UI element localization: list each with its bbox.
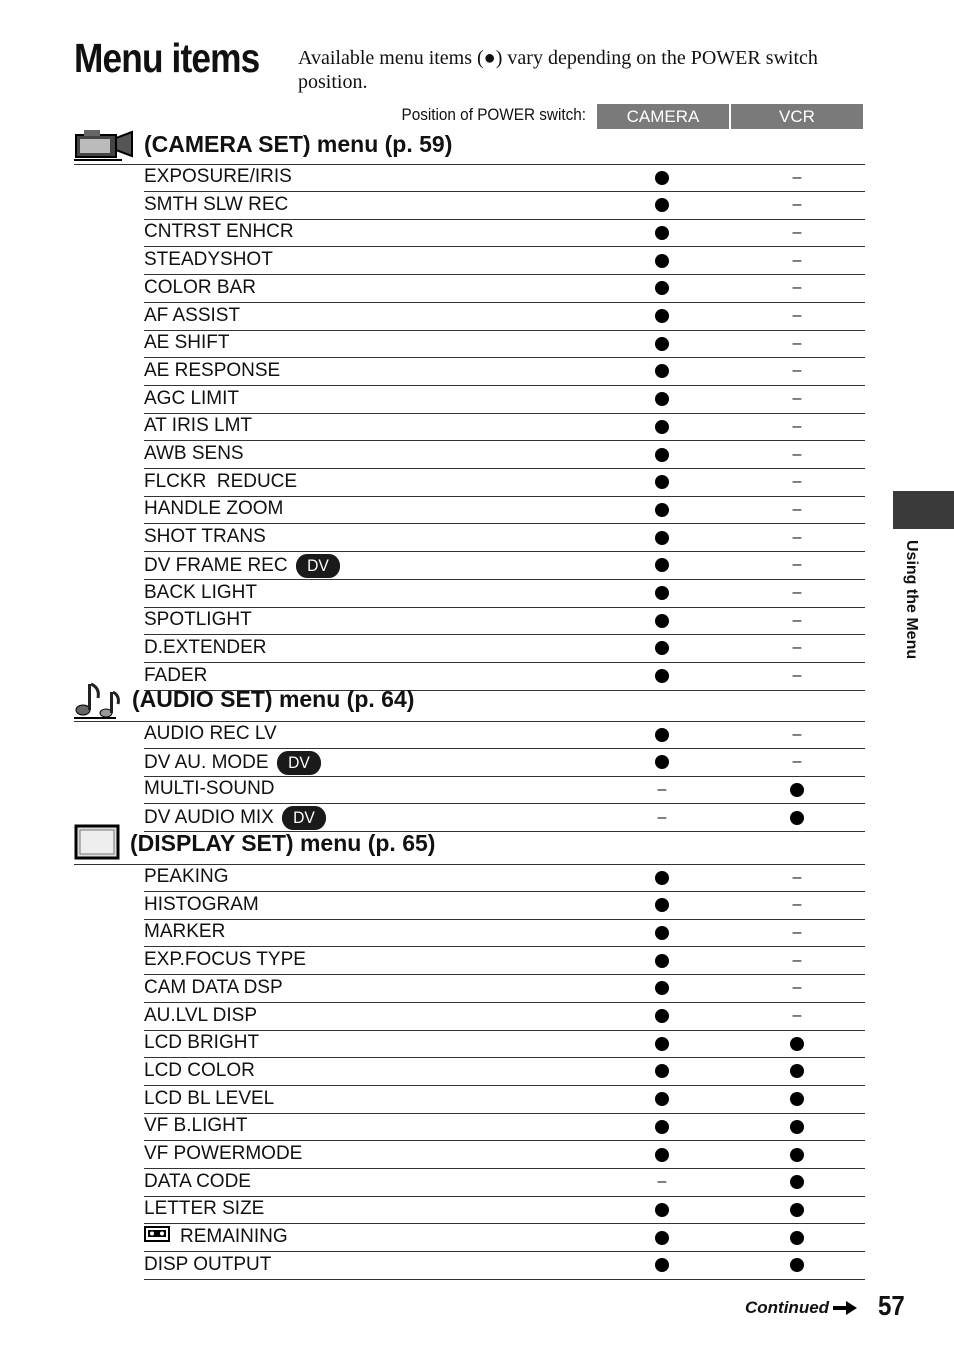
item-label-wrap xyxy=(144,723,277,745)
camera-available-dot xyxy=(647,469,677,496)
item-label: LCD BL LEVEL xyxy=(144,1087,275,1109)
camera-available-dot xyxy=(647,275,677,302)
item-label-wrap xyxy=(144,554,342,578)
item-label: DV AU. MODE xyxy=(144,751,269,773)
menu-item-spotlight xyxy=(144,607,865,635)
item-label: DV AUDIO MIX xyxy=(144,807,274,829)
vcr-available-dot xyxy=(782,1113,812,1140)
dot-icon xyxy=(655,226,669,240)
item-label-wrap xyxy=(144,1115,247,1137)
camera-available-dot xyxy=(647,1196,677,1223)
menu-item-disp-output xyxy=(144,1252,865,1280)
page-title: Menu items xyxy=(74,35,260,81)
menu-item-flckr-reduce xyxy=(144,469,865,497)
vcr-unavailable-dash xyxy=(782,552,812,579)
dot-icon xyxy=(655,1064,669,1078)
dot-icon xyxy=(655,392,669,406)
vcr-unavailable-dash xyxy=(782,749,812,776)
dash-icon: – xyxy=(792,951,802,969)
dot-icon xyxy=(655,755,669,769)
item-label: AUDIO REC LV xyxy=(144,723,277,744)
page-number: 57 xyxy=(878,1290,905,1321)
item-label: LCD COLOR xyxy=(144,1059,255,1081)
item-label: LETTER SIZE xyxy=(144,1198,265,1220)
menu-item-data-code xyxy=(144,1169,865,1197)
item-label-wrap xyxy=(144,1254,271,1276)
dash-icon: – xyxy=(792,417,802,435)
menu-item-vf-b-light xyxy=(144,1113,865,1141)
dash-icon: – xyxy=(792,390,802,408)
item-label-wrap xyxy=(144,1032,259,1054)
dot-icon xyxy=(655,531,669,545)
dot-icon xyxy=(790,1064,804,1078)
side-tab xyxy=(893,491,954,529)
vcr-unavailable-dash xyxy=(782,721,812,748)
dot-icon xyxy=(790,1148,804,1162)
item-label: CAM DATA DSP xyxy=(144,976,283,998)
menu-item-handle-zoom xyxy=(144,496,865,524)
item-label: AU.LVL DISP xyxy=(144,1004,257,1026)
item-label: AWB SENS xyxy=(144,443,244,464)
menu-item-lcd-bright xyxy=(144,1030,865,1058)
dot-icon xyxy=(655,586,669,600)
music-notes-icon xyxy=(74,680,124,720)
item-label: STEADYSHOT xyxy=(144,249,273,271)
menu-item-back-light xyxy=(144,580,865,608)
item-label-wrap xyxy=(144,921,225,943)
dot-icon xyxy=(655,614,669,628)
item-label: MULTI-SOUND xyxy=(144,778,275,800)
camera-available-dot xyxy=(647,413,677,440)
camera-available-dot xyxy=(647,892,677,919)
menu-item-audio-rec-lv xyxy=(144,721,865,749)
vcr-available-dot xyxy=(782,1086,812,1113)
dv-badge: DV xyxy=(295,554,339,578)
continued-label xyxy=(745,1298,857,1318)
dot-icon xyxy=(655,475,669,489)
vcr-unavailable-dash xyxy=(782,275,812,302)
continued-text: Continued xyxy=(745,1298,830,1317)
menu-item-shot-trans xyxy=(144,524,865,552)
dot-icon xyxy=(655,171,669,185)
item-label: AF ASSIST xyxy=(144,304,241,326)
vcr-unavailable-dash xyxy=(782,947,812,974)
dot-icon xyxy=(790,1092,804,1106)
camera-available-dot xyxy=(647,1252,677,1279)
camera-available-dot xyxy=(647,1058,677,1085)
menu-item-dv-frame-rec xyxy=(144,552,865,580)
vcr-unavailable-dash xyxy=(782,164,812,191)
dash-icon: – xyxy=(792,611,802,629)
dash-icon: – xyxy=(792,868,802,886)
menu-item-color-bar xyxy=(144,275,865,303)
intro-text: Available menu items (●) vary depending on the POWER switch position. xyxy=(298,47,818,93)
item-label-wrap xyxy=(144,949,306,971)
item-label: LCD BRIGHT xyxy=(144,1032,260,1054)
item-label-wrap xyxy=(144,894,259,916)
dash-icon: – xyxy=(792,334,802,352)
camera-icon xyxy=(74,126,136,162)
item-label: FADER xyxy=(144,664,208,686)
camera-available-dot xyxy=(647,1030,677,1057)
menu-item-histogram xyxy=(144,892,865,920)
dot-icon xyxy=(655,281,669,295)
dot-icon xyxy=(655,1258,669,1272)
dot-icon xyxy=(655,198,669,212)
item-label: SPOTLIGHT xyxy=(144,609,252,631)
vcr-unavailable-dash xyxy=(782,413,812,440)
vcr-available-dot xyxy=(782,1141,812,1168)
menu-item-cntrst-enhcr xyxy=(144,219,865,247)
dot-icon xyxy=(790,1203,804,1217)
dot-icon xyxy=(790,1120,804,1134)
vcr-unavailable-dash xyxy=(782,441,812,468)
item-label-wrap xyxy=(144,166,292,188)
power-switch-label: Position of POWER switch: xyxy=(401,105,586,124)
camera-available-dot xyxy=(647,721,677,748)
item-label-wrap xyxy=(144,1143,302,1165)
vcr-unavailable-dash xyxy=(782,919,812,946)
cassette-icon xyxy=(144,1226,170,1248)
vcr-unavailable-dash xyxy=(782,607,812,634)
item-label-wrap xyxy=(144,582,257,604)
dot-icon xyxy=(655,1120,669,1134)
menu-item-af-assist xyxy=(144,303,865,331)
vcr-unavailable-dash xyxy=(782,219,812,246)
dot-icon xyxy=(655,309,669,323)
item-label-wrap xyxy=(144,332,230,354)
dot-icon xyxy=(655,1092,669,1106)
dot-icon xyxy=(655,503,669,517)
dash-icon: – xyxy=(792,639,802,657)
item-label: EXP.FOCUS TYPE xyxy=(144,949,306,971)
dot-icon xyxy=(655,558,669,572)
vcr-unavailable-dash xyxy=(782,303,812,330)
dot-icon xyxy=(655,364,669,378)
camera-available-dot xyxy=(647,1003,677,1030)
vcr-unavailable-dash xyxy=(782,1003,812,1030)
camera-available-dot xyxy=(647,303,677,330)
menu-item-lcd-color xyxy=(144,1058,865,1086)
dash-icon: – xyxy=(792,473,802,491)
camera-available-dot xyxy=(647,1224,677,1251)
camera-available-dot xyxy=(647,864,677,891)
menu-item-steadyshot xyxy=(144,247,865,275)
mode-header-camera: CAMERA xyxy=(597,104,729,129)
camera-available-dot xyxy=(647,330,677,357)
dot-icon xyxy=(790,1037,804,1051)
item-label: DV FRAME REC xyxy=(144,554,288,576)
dash-icon: – xyxy=(792,528,802,546)
menu-item-cam-data-dsp xyxy=(144,975,865,1003)
dot-icon xyxy=(655,1148,669,1162)
item-label-wrap xyxy=(144,249,273,271)
side-tab-text: Using the Menu xyxy=(903,540,920,660)
menu-item-awb-sens xyxy=(144,441,865,469)
dot-icon xyxy=(790,783,804,797)
menu-item-agc-limit xyxy=(144,386,865,414)
dot-icon xyxy=(790,1258,804,1272)
vcr-available-dot xyxy=(782,1224,812,1251)
dash-icon: – xyxy=(657,808,667,826)
item-label-wrap xyxy=(144,1005,257,1027)
arrow-right-icon xyxy=(833,1301,857,1315)
menu-item-ae-shift xyxy=(144,330,865,358)
dot-icon xyxy=(790,1231,804,1245)
item-label-wrap xyxy=(144,751,323,775)
vcr-available-dot xyxy=(782,1196,812,1223)
menu-item-exp-focus-type xyxy=(144,947,865,975)
menu-item-marker xyxy=(144,919,865,947)
vcr-available-dot xyxy=(782,1252,812,1279)
dash-icon: – xyxy=(792,725,802,743)
dv-badge: DV xyxy=(282,806,326,830)
camera-unavailable-dash xyxy=(647,776,677,803)
camera-available-dot xyxy=(647,524,677,551)
camera-available-dot xyxy=(647,975,677,1002)
vcr-available-dot xyxy=(782,1169,812,1196)
item-label-wrap xyxy=(144,526,266,548)
item-label: AE RESPONSE xyxy=(144,359,281,381)
section-title: (CAMERA SET) menu (p. 59) xyxy=(144,130,453,157)
vcr-unavailable-dash xyxy=(782,358,812,385)
camera-available-dot xyxy=(647,496,677,523)
menu-item-smth-slw-rec xyxy=(144,192,865,220)
item-label: CNTRST ENHCR xyxy=(144,221,294,243)
camera-available-dot xyxy=(647,749,677,776)
vcr-unavailable-dash xyxy=(782,975,812,1002)
dash-icon: – xyxy=(792,445,802,463)
dot-icon xyxy=(655,420,669,434)
item-label: D.EXTENDER xyxy=(144,636,267,658)
menu-item-ae-response xyxy=(144,358,865,386)
dash-icon: – xyxy=(792,753,802,771)
section-title: (AUDIO SET) menu (p. 64) xyxy=(132,686,415,712)
camera-available-dot xyxy=(647,635,677,662)
vcr-available-dot xyxy=(782,776,812,803)
vcr-unavailable-dash xyxy=(782,892,812,919)
section-header-2 xyxy=(74,822,865,865)
dot-icon xyxy=(655,448,669,462)
dash-icon: – xyxy=(792,667,802,685)
camera-available-dot xyxy=(647,1086,677,1113)
vcr-unavailable-dash xyxy=(782,580,812,607)
item-label: COLOR BAR xyxy=(144,276,256,298)
item-label: DISP OUTPUT xyxy=(144,1253,272,1275)
item-label-wrap xyxy=(144,866,228,888)
menu-item-au-lvl-disp xyxy=(144,1003,865,1031)
section-header-0 xyxy=(74,124,865,165)
display-icon xyxy=(74,824,122,862)
item-label: FLCKR REDUCE xyxy=(144,470,298,492)
item-label-wrap xyxy=(144,415,252,437)
vcr-unavailable-dash xyxy=(782,330,812,357)
menu-item-lcd-bl-level xyxy=(144,1086,865,1114)
dot-icon xyxy=(790,1175,804,1189)
dash-icon: – xyxy=(657,1173,667,1191)
vcr-unavailable-dash xyxy=(782,635,812,662)
dash-icon: – xyxy=(657,780,667,798)
item-label-wrap xyxy=(144,1088,274,1110)
camera-available-dot xyxy=(647,247,677,274)
camera-available-dot xyxy=(647,164,677,191)
dot-icon xyxy=(655,1231,669,1245)
item-label-wrap xyxy=(144,305,240,327)
item-label-wrap xyxy=(144,637,266,659)
item-label: MARKER xyxy=(144,921,226,943)
item-label-wrap xyxy=(144,388,239,410)
item-label-wrap xyxy=(144,977,283,999)
dot-icon xyxy=(655,728,669,742)
dot-icon xyxy=(655,1203,669,1217)
item-label: SHOT TRANS xyxy=(144,526,266,548)
vcr-available-dot xyxy=(782,1030,812,1057)
camera-available-dot xyxy=(647,441,677,468)
menu-item-peaking xyxy=(144,864,865,892)
camera-available-dot xyxy=(647,1113,677,1140)
menu-item-vf-powermode xyxy=(144,1141,865,1169)
dash-icon: – xyxy=(792,362,802,380)
dash-icon: – xyxy=(792,168,802,186)
dot-icon xyxy=(655,954,669,968)
item-label: DATA CODE xyxy=(144,1170,251,1192)
item-label-wrap xyxy=(144,194,288,216)
section-header-1 xyxy=(74,678,865,722)
camera-available-dot xyxy=(647,919,677,946)
camera-available-dot xyxy=(647,552,677,579)
section-title: (DISPLAY SET) menu (p. 65) xyxy=(130,829,436,856)
camera-available-dot xyxy=(647,386,677,413)
menu-item-at-iris-lmt xyxy=(144,413,865,441)
item-label-wrap xyxy=(144,778,275,800)
item-label: PEAKING xyxy=(144,866,229,887)
dash-icon: – xyxy=(792,196,802,214)
item-label: AGC LIMIT xyxy=(144,387,240,409)
dash-icon: – xyxy=(792,896,802,914)
item-label-wrap xyxy=(144,360,280,382)
dash-icon: – xyxy=(792,307,802,324)
dash-icon: – xyxy=(792,279,802,297)
vcr-unavailable-dash xyxy=(782,386,812,413)
dot-icon xyxy=(655,1009,669,1023)
vcr-available-dot xyxy=(782,1058,812,1085)
vcr-unavailable-dash xyxy=(782,864,812,891)
item-label: AE SHIFT xyxy=(144,332,230,354)
dash-icon: – xyxy=(792,500,802,518)
camera-available-dot xyxy=(647,219,677,246)
dot-icon xyxy=(655,926,669,940)
menu-item-multi-sound xyxy=(144,776,865,804)
dash-icon: – xyxy=(792,223,802,241)
dash-icon: – xyxy=(792,1007,802,1024)
vcr-unavailable-dash xyxy=(782,496,812,523)
item-label: HISTOGRAM xyxy=(144,893,259,915)
item-label: VF POWERMODE xyxy=(144,1143,303,1164)
menu-item-d-extender xyxy=(144,635,865,663)
menu-item-exposure-iris xyxy=(144,164,865,192)
item-label-wrap xyxy=(144,498,283,520)
mode-header-vcr: VCR xyxy=(731,104,863,129)
item-label: AT IRIS LMT xyxy=(144,415,253,437)
dash-icon: – xyxy=(792,923,802,941)
dash-icon: – xyxy=(792,251,802,269)
menu-item-remaining xyxy=(144,1224,865,1252)
item-label: SMTH SLW REC xyxy=(144,193,289,215)
item-label: REMAINING xyxy=(180,1226,288,1248)
camera-available-dot xyxy=(647,192,677,219)
dash-icon: – xyxy=(792,556,802,574)
menu-item-dv-au-mode xyxy=(144,749,865,777)
dash-icon: – xyxy=(792,979,802,997)
vcr-unavailable-dash xyxy=(782,524,812,551)
dot-icon xyxy=(655,641,669,655)
item-label: VF B.LIGHT xyxy=(144,1115,248,1137)
camera-available-dot xyxy=(647,358,677,385)
dot-icon xyxy=(655,254,669,268)
item-label-wrap xyxy=(144,221,294,243)
item-label-wrap xyxy=(144,443,244,465)
dv-badge: DV xyxy=(276,751,320,775)
item-label: HANDLE ZOOM xyxy=(144,498,284,520)
camera-available-dot xyxy=(647,947,677,974)
dot-icon xyxy=(655,337,669,351)
item-label: EXPOSURE/IRIS xyxy=(144,166,292,187)
item-label-wrap xyxy=(144,609,252,631)
vcr-unavailable-dash xyxy=(782,469,812,496)
camera-available-dot xyxy=(647,1141,677,1168)
item-label-wrap xyxy=(144,1171,251,1193)
dot-icon xyxy=(655,898,669,912)
item-label-wrap xyxy=(144,277,256,299)
dot-icon xyxy=(655,1037,669,1051)
dash-icon: – xyxy=(792,584,802,601)
item-label-wrap xyxy=(144,1198,264,1220)
item-label-wrap xyxy=(144,1060,255,1082)
item-label: BACK LIGHT xyxy=(144,581,257,603)
camera-available-dot xyxy=(647,607,677,634)
camera-available-dot xyxy=(647,580,677,607)
camera-unavailable-dash xyxy=(647,1169,677,1196)
menu-item-letter-size xyxy=(144,1196,865,1224)
vcr-unavailable-dash xyxy=(782,247,812,274)
item-label-wrap xyxy=(144,1226,288,1248)
item-label-wrap xyxy=(144,471,297,493)
vcr-unavailable-dash xyxy=(782,192,812,219)
dot-icon xyxy=(655,871,669,885)
dot-icon xyxy=(655,981,669,995)
